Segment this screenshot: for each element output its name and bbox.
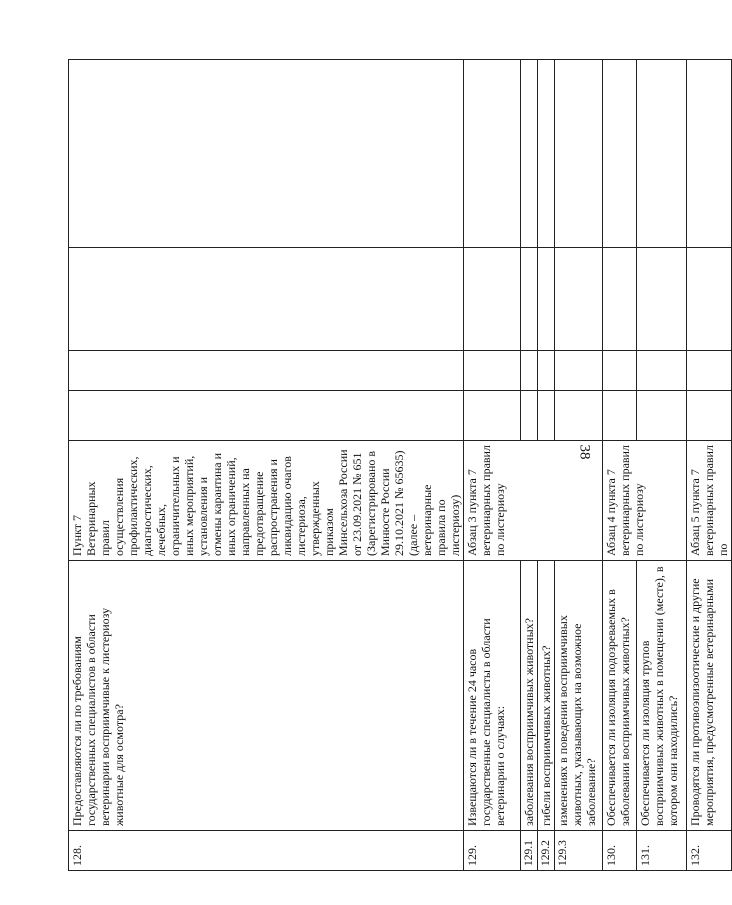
answer-na-cell xyxy=(69,248,464,351)
answer-no-cell xyxy=(464,351,521,391)
table-row-129 xyxy=(464,60,521,871)
reference-cell: Абзац 5 пункта 7 ветеринарных правил по xyxy=(687,441,732,561)
question-cell: Обеспечивается ли изоляция трупов восприимчивых животных в помещении (месте), в котором они находились? xyxy=(637,561,687,831)
answer-na-cell xyxy=(637,248,687,351)
answer-yes-cell xyxy=(555,391,603,441)
answer-yes-cell xyxy=(521,391,538,441)
question-cell: Проводятся ли противоэпизоотические и другие мероприятия, предусмотренные ветеринарными xyxy=(687,561,732,831)
answer-no-cell xyxy=(687,351,732,391)
answer-no-cell xyxy=(603,351,637,391)
question-cell: изменениях в поведении восприимчивых животных, указывающих на возможное заболевание? xyxy=(555,561,603,831)
answer-na-cell xyxy=(687,248,732,351)
row-number: 129.1 xyxy=(521,831,538,871)
row-number: 131. xyxy=(637,831,687,871)
note-cell xyxy=(69,60,464,248)
checklist-table xyxy=(68,59,732,871)
answer-yes-cell xyxy=(538,391,555,441)
note-cell xyxy=(555,60,603,248)
row-number: 129. xyxy=(464,831,521,871)
reference-cell: Абзац 4 пункта 7 ветеринарных правил по листериозу xyxy=(603,441,687,561)
question-cell: заболевания восприимчивых животных? xyxy=(521,561,538,831)
note-cell xyxy=(521,60,538,248)
table-row-132 xyxy=(687,60,732,871)
answer-no-cell xyxy=(637,351,687,391)
note-cell xyxy=(538,60,555,248)
question-cell: гибели восприимчивых животных? xyxy=(538,561,555,831)
answer-yes-cell xyxy=(603,391,637,441)
note-cell xyxy=(687,60,732,248)
table-row-130 xyxy=(603,60,637,871)
note-cell xyxy=(637,60,687,248)
question-cell: Предоставляются ли по требованиям государственных специалистов в области ветеринарии восприимчивые к листериозу животные для осмотра? xyxy=(69,561,464,831)
note-cell xyxy=(603,60,637,248)
answer-no-cell xyxy=(555,351,603,391)
page-number: 38 xyxy=(576,444,593,460)
reference-cell: Пункт 7 Ветеринарных правил осуществления профилактических, диагностических, лечебных, ограничительных и иных мероприятий, установления и отмены карантина и иных ограничений, направленных на предотвращение распространения и ликвидацию очагов листериоза, утвержденных приказом Минсельхоза России от 23.09.2021 № 651 (Зарегистрировано в Минюсте России 29.10.2021 № 65635) (далее – ветеринарные правила по листериозу) xyxy=(69,441,464,561)
row-number: 128. xyxy=(69,831,464,871)
answer-na-cell xyxy=(464,248,521,351)
answer-na-cell xyxy=(603,248,637,351)
reference-cell: Абзац 3 пункта 7 ветеринарных правил по листериозу xyxy=(464,441,603,561)
question-cell: Обеспечивается ли изоляция подозреваемых в заболевании восприимчивых животных? xyxy=(603,561,637,831)
row-number: 132. xyxy=(687,831,732,871)
question-cell: Извещаются ли в течение 24 часов государственные специалисты в области ветеринарии о случаях: xyxy=(464,561,521,831)
row-number: 129.2 xyxy=(538,831,555,871)
row-number: 130. xyxy=(603,831,637,871)
answer-na-cell xyxy=(521,248,538,351)
table-row-128 xyxy=(69,60,464,871)
answer-no-cell xyxy=(69,351,464,391)
answer-yes-cell xyxy=(69,391,464,441)
note-cell xyxy=(464,60,521,248)
answer-yes-cell xyxy=(687,391,732,441)
answer-na-cell xyxy=(538,248,555,351)
answer-yes-cell xyxy=(637,391,687,441)
answer-no-cell xyxy=(521,351,538,391)
answer-no-cell xyxy=(538,351,555,391)
answer-na-cell xyxy=(555,248,603,351)
row-number: 129.3 xyxy=(555,831,603,871)
answer-yes-cell xyxy=(464,391,521,441)
